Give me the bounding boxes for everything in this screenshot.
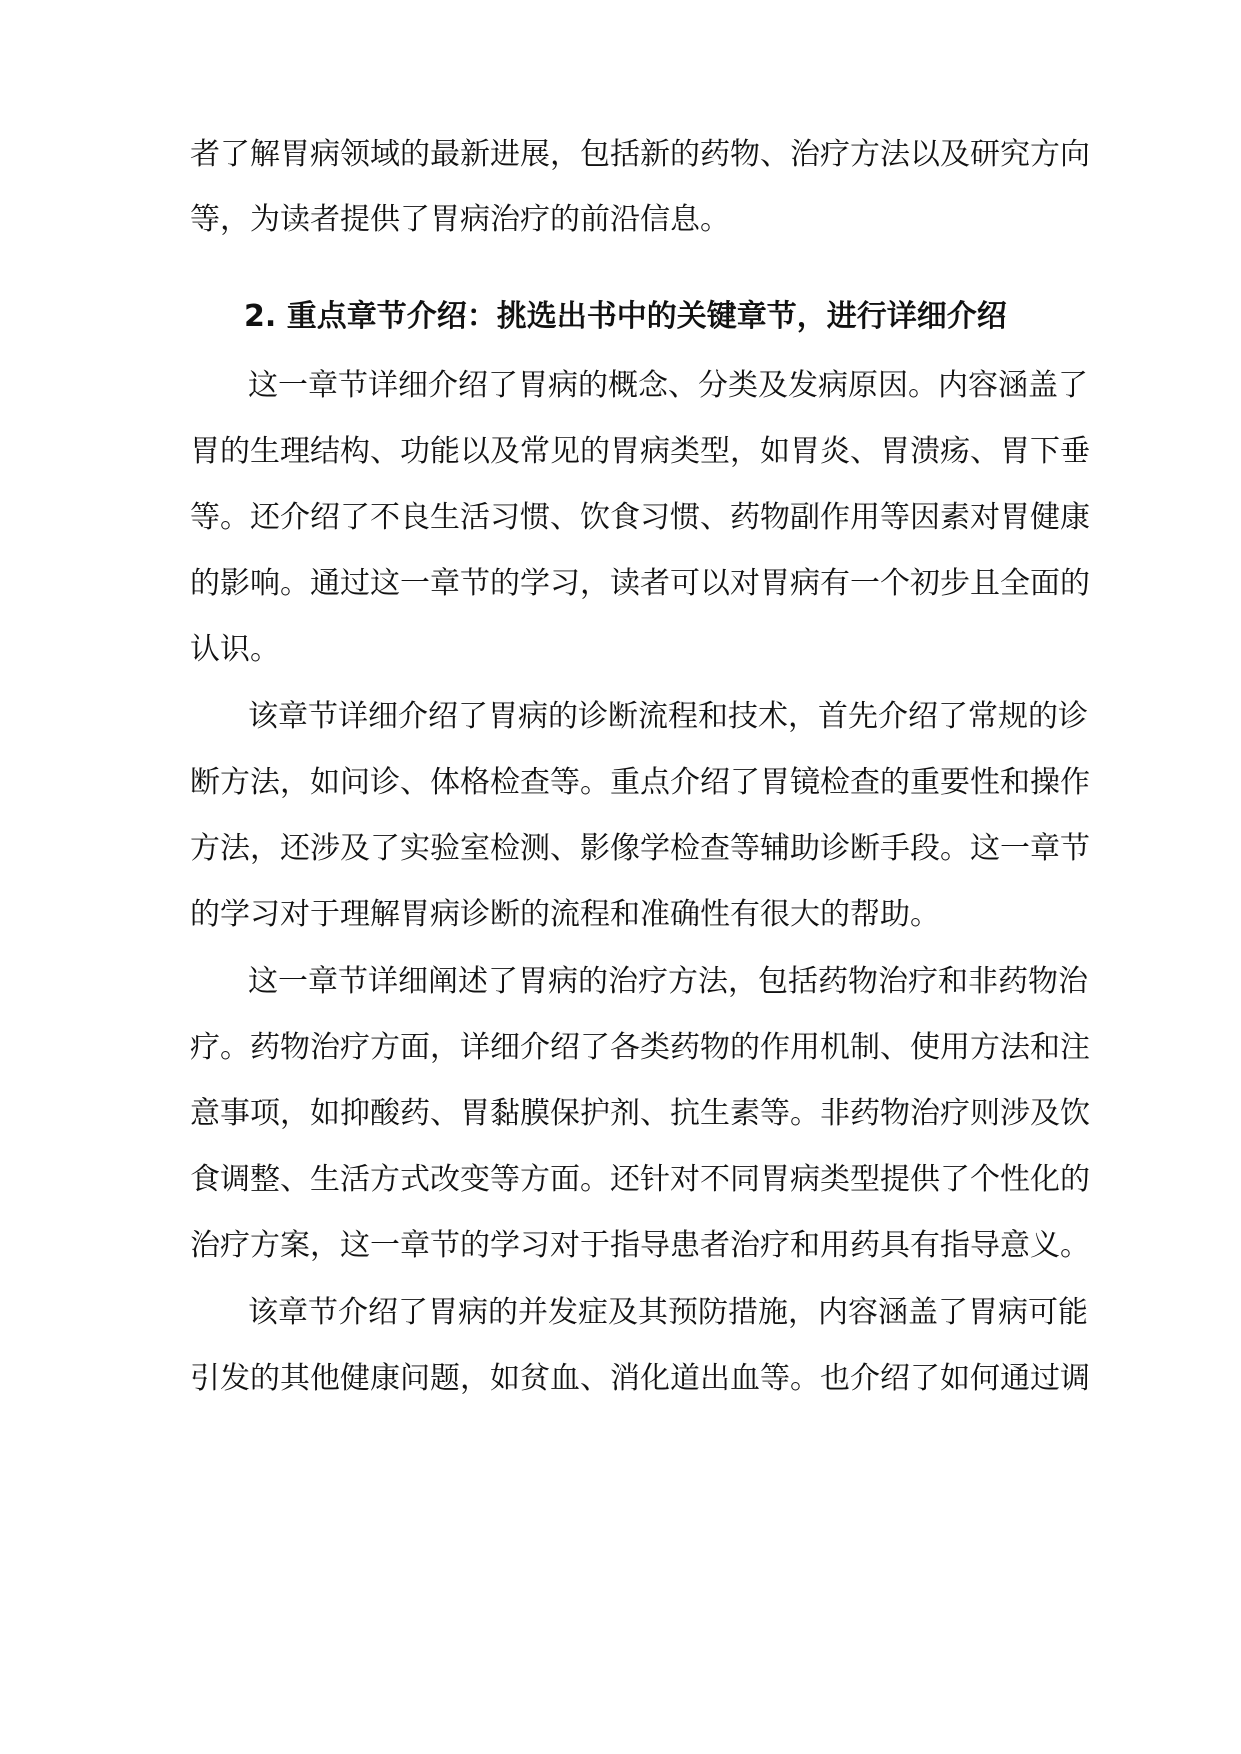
paragraph-line: 意事项，如抑酸药、胃黏膜保护剂、抗生素等。非药物治疗则涉及饮 xyxy=(190,1096,1090,1131)
paragraph-line: 该章节介绍了胃病的并发症及其预防措施，内容涵盖了胃病可能 xyxy=(248,1295,1088,1330)
paragraph-line: 认识。 xyxy=(190,632,280,667)
paragraph-line: 这一章节详细介绍了胃病的概念、分类及发病原因。内容涵盖了 xyxy=(248,368,1088,403)
paragraph-line: 引发的其他健康问题，如贫血、消化道出血等。也介绍了如何通过调 xyxy=(190,1361,1090,1396)
paragraph-line: 者了解胃病领域的最新进展，包括新的药物、治疗方法以及研究方向 xyxy=(190,137,1090,172)
section-heading: 2. 重点章节介绍：挑选出书中的关键章节，进行详细介绍 xyxy=(244,299,1007,334)
paragraph-line: 该章节详细介绍了胃病的诊断流程和技术，首先介绍了常规的诊 xyxy=(248,699,1088,734)
paragraph-line: 治疗方案，这一章节的学习对于指导患者治疗和用药具有指导意义。 xyxy=(190,1228,1090,1263)
paragraph-line: 断方法，如问诊、体格检查等。重点介绍了胃镜检查的重要性和操作 xyxy=(190,765,1090,800)
paragraph-line: 疗。药物治疗方面，详细介绍了各类药物的作用机制、使用方法和注 xyxy=(190,1030,1090,1065)
paragraph-line: 的学习对于理解胃病诊断的流程和准确性有很大的帮助。 xyxy=(190,897,940,932)
paragraph-line: 等，为读者提供了胃病治疗的前沿信息。 xyxy=(190,202,730,237)
paragraph-line: 胃的生理结构、功能以及常见的胃病类型，如胃炎、胃溃疡、胃下垂 xyxy=(190,434,1090,469)
paragraph-line: 方法，还涉及了实验室检测、影像学检查等辅助诊断手段。这一章节 xyxy=(190,831,1090,866)
paragraph-line: 等。还介绍了不良生活习惯、饮食习惯、药物副作用等因素对胃健康 xyxy=(190,500,1090,535)
paragraph-line: 这一章节详细阐述了胃病的治疗方法，包括药物治疗和非药物治 xyxy=(248,964,1088,999)
paragraph-line: 的影响。通过这一章节的学习，读者可以对胃病有一个初步且全面的 xyxy=(190,566,1090,601)
paragraph-line: 食调整、生活方式改变等方面。还针对不同胃病类型提供了个性化的 xyxy=(190,1162,1090,1197)
